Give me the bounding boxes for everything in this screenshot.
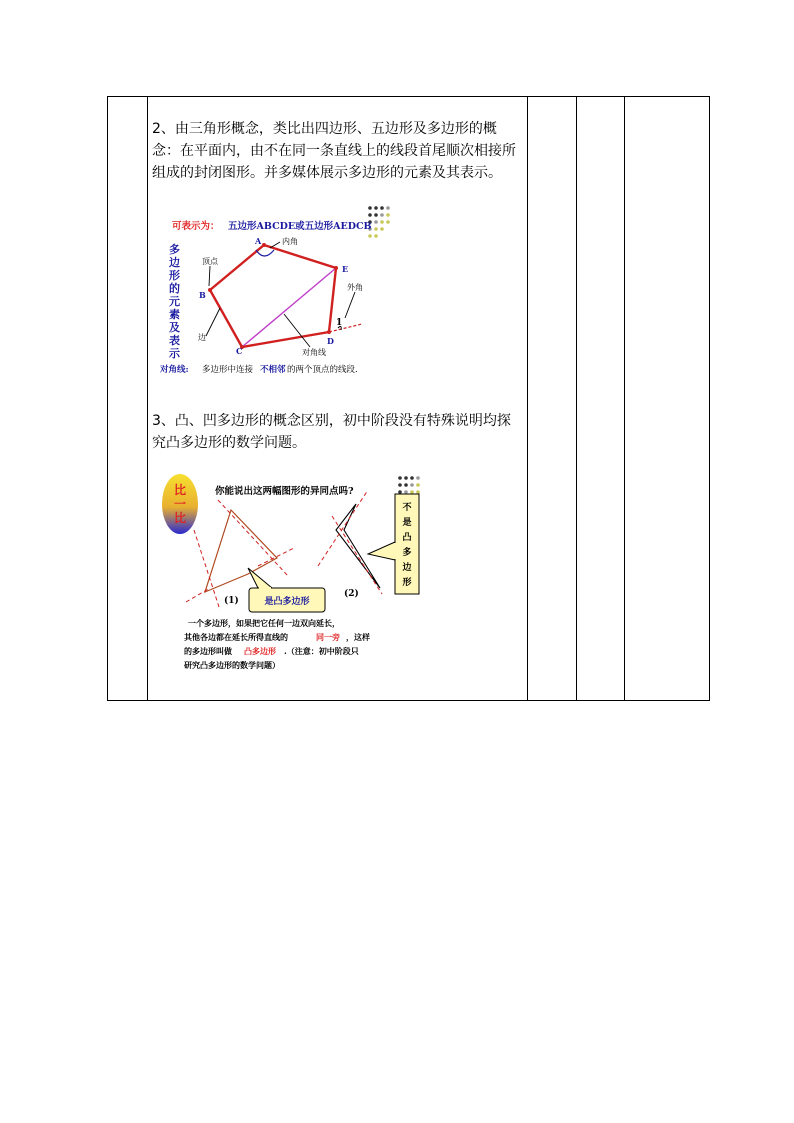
vertex-b-label: B [199, 290, 206, 300]
vertical-title-char: 的 [169, 282, 180, 295]
convex-def-line-2-pre: 其他各边都在延长所得直线的 [184, 632, 288, 642]
diagonal-def-pre: 多边形中连接 [202, 365, 254, 375]
concave-shape [336, 504, 380, 588]
diagonal-def-post: 的两个顶点的线段. [287, 365, 358, 375]
vertex-label: 顶点 [202, 257, 218, 266]
not-convex-char: 凸 [402, 533, 412, 543]
table-bottom-border [107, 700, 710, 701]
not-convex-char: 多 [402, 548, 412, 558]
angle-one-label: 1 [336, 318, 343, 328]
convex-def-line-1: 一个多边形，如果把它任何一边双向延长， [188, 618, 340, 628]
extended-side-line [329, 324, 362, 332]
vertical-title-char: 边 [169, 256, 180, 269]
vertex-d-label: D [327, 336, 334, 346]
convex-shape [205, 510, 277, 592]
vertical-title-char: 多 [169, 243, 180, 256]
table-col-divider-4 [624, 96, 625, 701]
compare-question: 你能说出这两幅图形的异同点吗? [215, 486, 354, 497]
convex-def-line-4: 研究凸多边形的数学问题） [184, 660, 280, 670]
vertical-title-char: 素 [169, 308, 180, 321]
outer-angle-label: 外角 [347, 283, 363, 292]
convex-def-line-2-key: 同一旁 [316, 632, 340, 642]
vertex-a-label: A [255, 236, 262, 246]
caption-names: 五边形ABCDE或五边形AEDCB [228, 221, 372, 232]
badge-char: 一 [173, 497, 187, 511]
convex-compare-figure [158, 470, 448, 685]
not-convex-char: 边 [402, 563, 412, 573]
diagonal-def-term: 对角线: [160, 365, 189, 375]
figure-label-1: (1) [224, 596, 239, 606]
not-convex-char: 形 [402, 578, 412, 588]
vertical-title-char: 元 [169, 295, 180, 308]
side-label: 边 [198, 333, 206, 342]
convex-def-line-3-pre: 的多边形叫做 [184, 646, 232, 656]
table-col-divider-3 [576, 96, 577, 701]
diagonal-line [242, 268, 336, 347]
vertical-title-char: 及 [169, 321, 180, 334]
table-col-divider-2 [527, 96, 528, 701]
section-2-paragraph: 2、由三角形概念，类比出四边形、五边形及多边形的概念：在平面内，由不在同一条直线上的线段首尾顺次相接所组成的封闭图形。并多媒体展示多边形的元素及其表示。 [152, 121, 516, 181]
vertical-title-char: 示 [169, 347, 180, 360]
table-right-border [709, 96, 710, 701]
vertical-title-char: 表 [169, 334, 180, 347]
pentagon-shape [210, 245, 336, 347]
inner-angle-label: 内角 [282, 237, 298, 246]
figure-label-2: (2) [344, 589, 359, 599]
badge-char: 比 [173, 511, 187, 525]
convex-def-line-2-post: ，这样 [346, 632, 370, 642]
table-col-divider-1 [147, 96, 148, 701]
vertical-title-char: 形 [169, 269, 180, 282]
table-left-border [107, 96, 108, 701]
badge-char: 比 [173, 483, 187, 497]
vertical-title [169, 242, 181, 360]
diagonal-def-key: 不相邻 [260, 365, 286, 375]
caption-prefix: 可表示为： [172, 221, 220, 232]
convex-callout-text: 是凸多边形 [264, 597, 310, 607]
dot-grid-icon-2 [398, 476, 420, 494]
convex-def-line-3-key: 凸多边形 [244, 646, 276, 656]
polygon-elements-figure [150, 204, 410, 376]
vertex-e-label: E [342, 264, 349, 274]
section-3-paragraph: 3、凸、凹多边形的概念区别，初中阶段没有特殊说明均探究凸多边形的数学问题。 [152, 413, 511, 451]
not-convex-char: 不 [402, 503, 412, 513]
table-top-border [107, 96, 710, 97]
diagonal-label: 对角线 [302, 348, 326, 357]
convex-def-line-3-post: .（注意：初中阶段只 [284, 646, 359, 656]
not-convex-char: 是 [402, 518, 412, 528]
vertex-c-label: C [236, 346, 243, 356]
